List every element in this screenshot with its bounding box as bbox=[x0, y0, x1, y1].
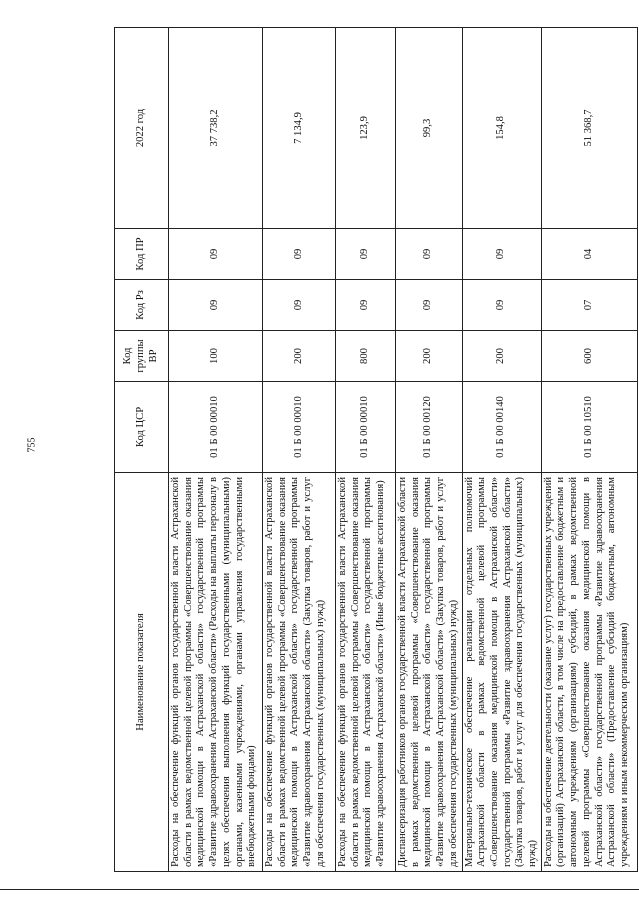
header-vr: Код группы ВР bbox=[115, 331, 169, 382]
row-pr: 09 bbox=[336, 229, 396, 280]
table-header-row bbox=[115, 28, 169, 872]
row-vr: 100 bbox=[169, 331, 263, 382]
row-amount: 123,9 bbox=[336, 28, 396, 229]
row-csr: 01 Б 00 00010 bbox=[263, 382, 336, 473]
row-rz: 07 bbox=[541, 280, 637, 331]
table-row bbox=[541, 28, 637, 872]
row-amount: 99,3 bbox=[396, 28, 463, 229]
row-name: Расходы на обеспечение деятельности (оказание услуг) государственных учреждений (организаций) Астраханской области, в том числе на предоставление бюджетным и автономным учреждениям (организациям) субсидий, в рамках ведомственной целевой программы «Совершенствование оказания медицинской помощи в Астраханской области» государственной программы «Развитие здравоохранения Астраханской области» (Предоставление субсидий бюджетным, автономным учреждениям и иным некоммерческим организациям) bbox=[541, 473, 637, 872]
row-amount: 7 134,9 bbox=[263, 28, 336, 229]
header-year: 2022 год bbox=[115, 28, 169, 229]
budget-table bbox=[114, 27, 638, 872]
row-csr: 01 Б 00 10510 bbox=[541, 382, 637, 473]
bottom-divider bbox=[0, 889, 639, 890]
table-row bbox=[396, 28, 463, 872]
rotated-table-container bbox=[114, 28, 630, 872]
row-amount: 51 368,7 bbox=[541, 28, 637, 229]
row-vr: 200 bbox=[462, 331, 541, 382]
page-number: 755 bbox=[26, 437, 38, 453]
header-pr: Код ПР bbox=[115, 229, 169, 280]
row-amount: 37 738,2 bbox=[169, 28, 263, 229]
row-rz: 09 bbox=[336, 280, 396, 331]
header-name: Наименование показателя bbox=[115, 473, 169, 872]
row-name: Расходы на обеспечение функций органов государственной власти Астраханской области в рамках ведомственной целевой программы «Совершенствование оказания медицинской помощи в Астраханской области» государственной программы «Развитие здравоохранения Астраханской области» (Расходы на выплаты персоналу в целях обеспечения выполнения функций государственными (муниципальными) органами, казенными учреждениями, органами управления государственными внебюджетными фондами) bbox=[169, 473, 263, 872]
row-csr: 01 Б 00 00120 bbox=[396, 382, 463, 473]
table-row bbox=[263, 28, 336, 872]
row-pr: 09 bbox=[263, 229, 336, 280]
header-rz: Код Рз bbox=[115, 280, 169, 331]
table-row bbox=[169, 28, 263, 872]
row-pr: 04 bbox=[541, 229, 637, 280]
row-rz: 09 bbox=[462, 280, 541, 331]
header-csr: Код ЦСР bbox=[115, 382, 169, 473]
row-rz: 09 bbox=[263, 280, 336, 331]
row-rz: 09 bbox=[169, 280, 263, 331]
row-vr: 600 bbox=[541, 331, 637, 382]
row-name: Диспансеризация работников органов государственной власти Астраханской области в рамках ведомственной целевой программы «Совершенствование оказания медицинской помощи в Астраханской области» государственной программы «Развитие здравоохранения Астраханской области» (Закупка товаров, работ и услуг для обеспечения государственных (муниципальных) нужд) bbox=[396, 473, 463, 872]
table-row bbox=[336, 28, 396, 872]
row-pr: 09 bbox=[396, 229, 463, 280]
row-name: Расходы на обеспечение функций органов государственной власти Астраханской области в рамках ведомственной целевой программы «Совершенствование оказания медицинской помощи в Астраханской области» государственной программы «Развитие здравоохранения Астраханской области» (Закупка товаров, работ и услуг для обеспечения государственных (муниципальных) нужд) bbox=[263, 473, 336, 872]
row-amount: 154,8 bbox=[462, 28, 541, 229]
row-name: Расходы на обеспечение функций органов государственной власти Астраханской области в рамках ведомственной целевой программы «Совершенствование оказания медицинской помощи в Астраханской области» государственной программы «Развитие здравоохранения Астраханской области» (Иные бюджетные ассигнования) bbox=[336, 473, 396, 872]
row-pr: 09 bbox=[462, 229, 541, 280]
row-rz: 09 bbox=[396, 280, 463, 331]
row-vr: 200 bbox=[263, 331, 336, 382]
row-csr: 01 Б 00 00010 bbox=[336, 382, 396, 473]
row-csr: 01 Б 00 00140 bbox=[462, 382, 541, 473]
row-vr: 200 bbox=[396, 331, 463, 382]
row-csr: 01 Б 00 00010 bbox=[169, 382, 263, 473]
row-pr: 09 bbox=[169, 229, 263, 280]
row-vr: 800 bbox=[336, 331, 396, 382]
row-name: Материально-техническое обеспечение реализации отдельных полномочий Астраханской области в рамках ведомственной целевой программы «Совершенствование оказания медицинской помощи в Астраханской области» государственной программы «Развитие здравоохранения Астраханской области» (Закупка товаров, работ и услуг для обеспечения государственных (муниципальных) нужд) bbox=[462, 473, 541, 872]
table-row bbox=[462, 28, 541, 872]
